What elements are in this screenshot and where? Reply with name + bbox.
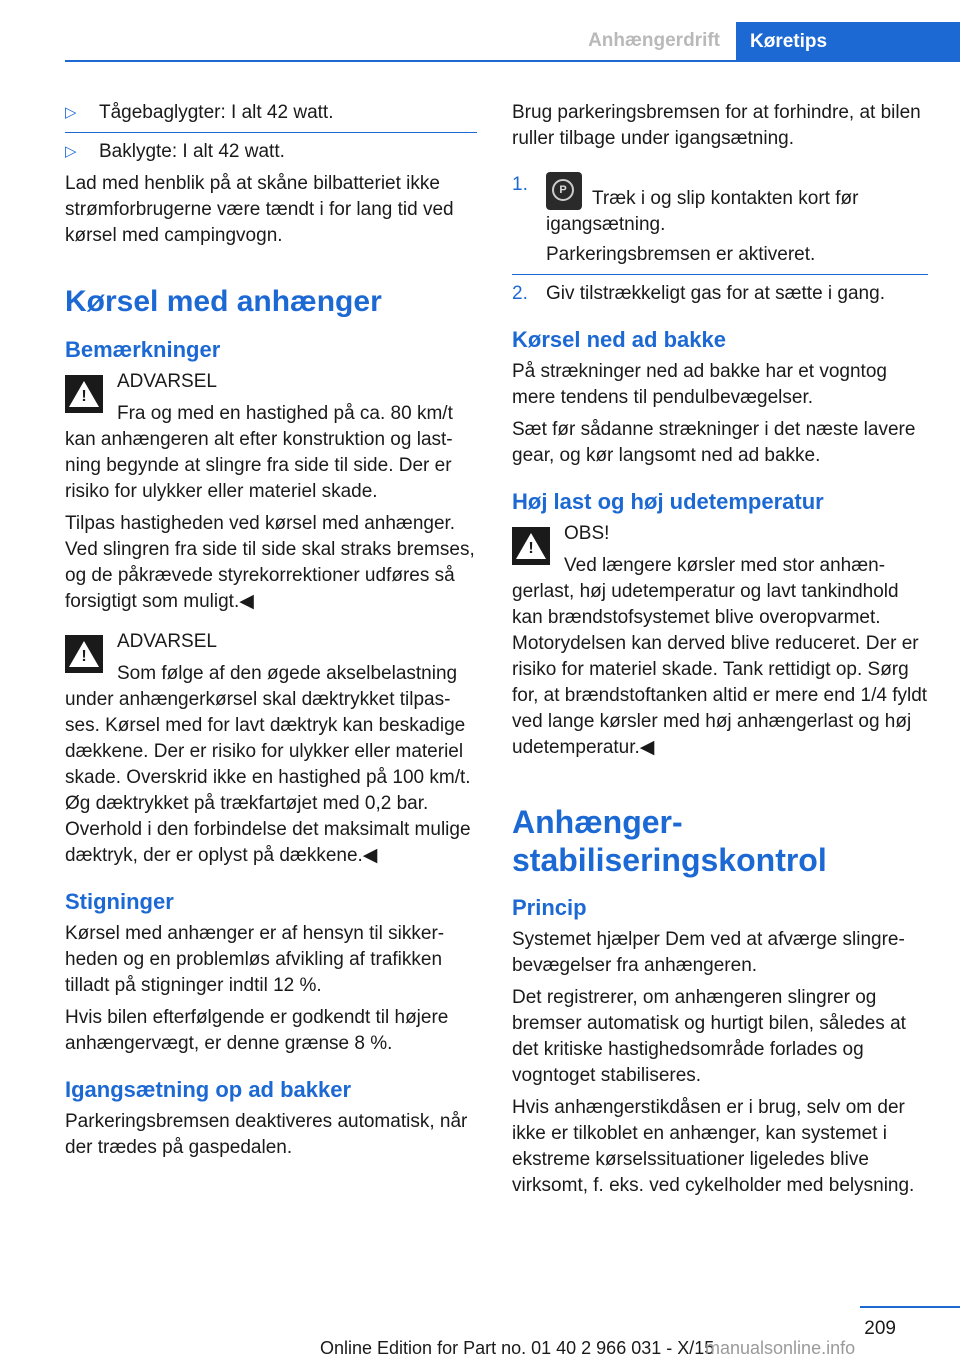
- step-number: 1.: [512, 174, 528, 195]
- paragraph: Hvis anhængerstikdåsen er i brug, selv om der ikke er tilkoblet en anhænger, kan systemet i ekstreme kørselssituationer ligeledes blive virksomt, f. eks. ved cykelholder med belysning.: [512, 1097, 915, 1196]
- list-item-text: Tågebaglygter: I alt 42 watt.: [99, 102, 334, 123]
- warning-block: [65, 629, 477, 869]
- step-number: 2.: [512, 283, 528, 304]
- warning-text: Fra og med en hastighed på ca. 80 km/t kan anhængeren alt efter konstruktion og lastning begynde at slingre fra side til side. Der er risiko for ulykker eller materiel skade.: [65, 403, 453, 502]
- list-divider: [512, 274, 928, 275]
- header-section-label: Anhængerdrift: [588, 30, 720, 51]
- section-heading-trailer-driving: Kørsel med anhænger: [65, 285, 382, 318]
- warning-icon: !: [512, 527, 550, 565]
- list-item-text: Baklygte: I alt 42 watt.: [99, 141, 285, 162]
- step-text: Giv tilstrækkeligt gas for at sætte i gang.: [546, 283, 885, 304]
- warning-title: ADVARSEL: [117, 371, 217, 392]
- list-item: [65, 139, 477, 165]
- warning-title: ADVARSEL: [117, 631, 217, 652]
- section-heading-stability-control: [512, 803, 928, 879]
- caution-block: [512, 521, 928, 761]
- warning-icon: !: [65, 375, 103, 413]
- right-column: [512, 100, 928, 1205]
- edition-note: Online Edition for Part no. 01 40 2 966 031 - X/15: [320, 1338, 715, 1358]
- caution-text: Ved længere kørsler med stor anhængerlast, høj udetemperatur og lavt tankindhold kan brændstofsystemet blive overopvarmet. Motorydelsen kan derved blive reduceret. Der er risiko for materiel skade. Tank rettidigt op. Sørg for, at brændstoftanken altid er mere end 1/4 fyldt ved lange kørsler med høj anhængerlast og høj udetemperatur.◀: [512, 555, 928, 758]
- heading-line: Anhænger-: [512, 804, 683, 840]
- paragraph: På strækninger ned ad bakke har et vogntog mere tendens til pendulbevægelser.: [512, 361, 887, 408]
- intro-paragraph: Brug parkeringsbremsen for at forhindre, at bilen ruller tilbage under igangsætning.: [512, 102, 921, 149]
- paragraph: Kørsel med anhænger er af hensyn til sikkerheden og en problemløs afvikling af trafikken tilladt på stigninger indtil 12 %.: [65, 923, 445, 996]
- parking-brake-icon: P: [546, 172, 582, 210]
- paragraph: Systemet hjælper Dem ved at afværge slingrebevægelser fra anhængeren.: [512, 929, 905, 976]
- subheading-high-load: Høj last og høj udetemperatur: [512, 489, 824, 514]
- left-column: [65, 100, 477, 1167]
- step-text: Træk i og slip kontakten kort før igangsætning.: [546, 188, 859, 235]
- page-number: 209: [864, 1318, 896, 1339]
- paragraph: Sæt før sådanne strækninger i det næste lavere gear, og kør langsomt ned ad bakke.: [512, 419, 916, 466]
- warning-icon: !: [65, 635, 103, 673]
- step-item: [512, 281, 928, 307]
- bullet-triangle-icon: ▷: [65, 104, 77, 121]
- step-item: [512, 172, 928, 268]
- list-item: [65, 100, 477, 126]
- subheading-slopes: Stigninger: [65, 889, 174, 914]
- warning-text-continued: Tilpas hastigheden ved kørsel med anhænger. Ved slingren fra side til side skal straks bremses, og de påkrævede styrekorrektioner udføres så forsigtigt som muligt.◀: [65, 513, 475, 612]
- caution-title: OBS!: [564, 523, 610, 544]
- bullet-triangle-icon: ▷: [65, 143, 77, 160]
- paragraph: Parkeringsbremsen deaktiveres automatisk, når der trædes på gaspedalen.: [65, 1111, 468, 1158]
- subheading-principle: Princip: [512, 895, 587, 920]
- subheading-downhill: Kørsel ned ad bakke: [512, 327, 726, 352]
- paragraph: Det registrerer, om anhængeren slingrer og bremser automatisk og hurtigt bilen, således at det kritiske hastighedsområde forlades og vogntoget stabiliseres.: [512, 987, 906, 1086]
- subheading-hill-start: Igangsætning op ad bakker: [65, 1077, 352, 1102]
- header-active-tab: Køretips: [736, 22, 960, 62]
- list-divider: [65, 132, 477, 133]
- footer-rule: [860, 1306, 960, 1308]
- watermark: manualsonline.info: [705, 1338, 856, 1358]
- warning-text: Som følge af den øgede akselbelastning under anhængerkørsel skal dæktrykket tilpasses. Kørsel med for lavt dæktryk kan beskadige dækkene. Der er risiko for ulykker eller materiel skade. Overskrid ikke en hastighed på 100 km/t. Øg dæktrykket på trækfartøjet med 0,2 bar. Overhold i den forbindelse det maksimalt mulige dæktryk, der er oplyst på dækkene.◀: [65, 663, 471, 866]
- paragraph: Hvis bilen efterfølgende er godkendt til højere anhængervægt, er denne grænse 8 %.: [65, 1007, 449, 1054]
- heading-line: stabiliseringskontrol: [512, 842, 827, 878]
- step-result: Parkeringsbremsen er aktiveret.: [546, 244, 816, 265]
- header-rule: [65, 60, 960, 62]
- subheading-notes: Bemærkninger: [65, 337, 221, 362]
- intro-paragraph: Lad med henblik på at skåne bilbatteriet ikke strømforbrugerne være tændt i for lang tid ved kørsel med campingvogn.: [65, 173, 454, 246]
- warning-block: [65, 369, 477, 505]
